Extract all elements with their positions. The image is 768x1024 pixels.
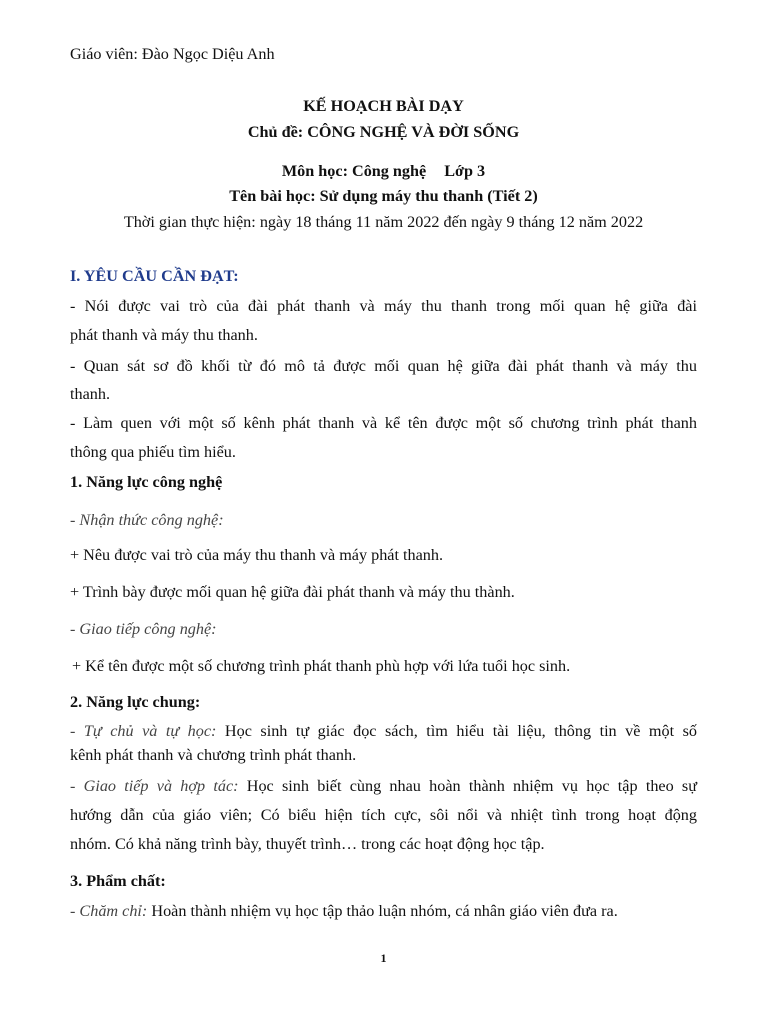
time-line: Thời gian thực hiện: ngày 18 tháng 11 năm 2022 đến ngày 9 tháng 12 năm 2022: [123, 213, 644, 231]
self-study-line: kênh phát thanh và chương trình phát thanh.: [70, 746, 357, 764]
diligence-line: - Chăm chỉ: Hoàn thành nhiệm vụ học tập thảo luận nhóm, cá nhân giáo viên đưa ra.: [70, 902, 618, 920]
lesson-line: Tên bài học: Sử dụng máy thu thanh (Tiết 2): [229, 187, 538, 205]
page-number: 1: [380, 951, 387, 965]
topic-line: Chủ đề: CÔNG NGHỆ VÀ ĐỜI SỐNG: [247, 123, 520, 141]
subheading-general-capability: 2. Năng lực chung:: [70, 693, 201, 711]
cooperation-label: - Giao tiếp và hợp tác:: [70, 777, 239, 795]
self-study-label: - Tự chủ và tự học:: [70, 722, 217, 740]
goal-line: phát thanh và máy thu thanh.: [70, 326, 258, 344]
self-study-line: - Tự chủ và tự học: Học sinh tự giác đọc sách, tìm hiểu tài liệu, thông tin về một số: [70, 722, 697, 740]
communication-item: + Kể tên được một số chương trình phát thanh phù hợp với lứa tuổi học sinh.: [72, 657, 571, 675]
diligence-label: - Chăm chỉ:: [70, 902, 148, 920]
goal-line: - Nói được vai trò của đài phát thanh và máy thu thanh trong mối quan hệ giữa đài: [70, 297, 697, 315]
goal-line: - Quan sát sơ đồ khối từ đó mô tả được mối quan hệ giữa đài phát thanh và máy thu: [70, 357, 697, 375]
awareness-item: + Nêu được vai trò của máy thu thanh và máy phát thanh.: [70, 546, 444, 564]
document-title: KẾ HOẠCH BÀI DẠY: [303, 97, 464, 115]
awareness-label: - Nhận thức công nghệ:: [70, 511, 224, 529]
awareness-item: + Trình bày được mối quan hệ giữa đài phát thanh và máy thu thành.: [70, 583, 515, 601]
teacher-name: Giáo viên: Đào Ngọc Diệu Anh: [70, 45, 275, 63]
grade-label: Lớp 3: [444, 162, 486, 180]
subject-label: Môn học: Công nghệ: [281, 162, 427, 180]
cooperation-line: hướng dẫn của giáo viên; Có biểu hiện tích cực, sôi nổi và nhiệt tình trong hoạt động: [70, 806, 697, 824]
subheading-tech-capability: 1. Năng lực công nghệ: [70, 473, 223, 491]
subject-line: [70, 161, 697, 181]
cooperation-line: nhóm. Có khả năng trình bày, thuyết trình… trong các hoạt động học tập.: [70, 835, 545, 853]
goal-line: thanh.: [70, 385, 111, 403]
subheading-qualities: 3. Phẩm chất:: [70, 872, 166, 890]
communication-label: - Giao tiếp công nghệ:: [70, 620, 217, 638]
section-heading-requirements: I. YÊU CẦU CẦN ĐẠT:: [70, 267, 239, 285]
cooperation-line: - Giao tiếp và hợp tác: Học sinh biết cùng nhau hoàn thành nhiệm vụ học tập theo sự: [70, 777, 698, 795]
goal-line: thông qua phiếu tìm hiểu.: [70, 443, 236, 461]
goal-line: - Làm quen với một số kênh phát thanh và kể tên được một số chương trình phát thanh: [70, 414, 697, 432]
